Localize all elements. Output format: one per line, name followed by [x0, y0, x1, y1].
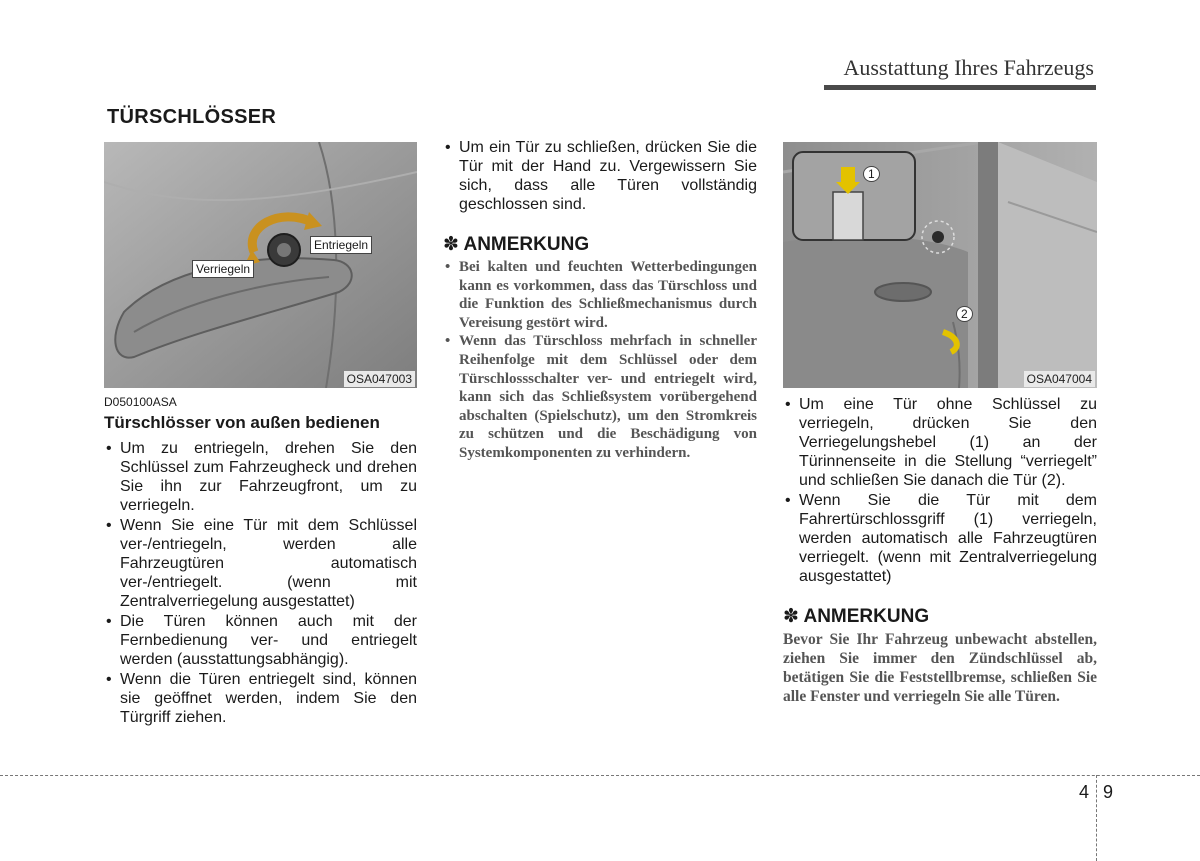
note-text: Bevor Sie Ihr Fahrzeug unbewacht abstellen, ziehen Sie immer den Zündschlüssel ab, betätigen Sie die Feststellbremse, schließen Sie alle Fenster und verriegeln Sie alle Türen. — [783, 631, 1097, 705]
bullet-list — [783, 395, 1097, 586]
marker-2: 2 — [956, 306, 973, 322]
page-number: 9 — [1103, 782, 1114, 802]
list-item: • Wenn die Türen entriegelt sind, können sie geöffnet werden, indem Sie den Türgriff ziehen. — [104, 670, 417, 727]
list-item: • Um zu entriegeln, drehen Sie den Schlüssel zum Fahrzeugheck und drehen Sie ihn zur Fahrzeugfront, um zu verriegeln. — [104, 439, 417, 515]
running-header: Ausstattung Ihres Fahrzeugs — [843, 55, 1094, 80]
list-item: • Wenn Sie die Tür mit dem Fahrertürschlossgriff (1) verriegeln, werden automatisch alle Fahrzeugtüren verriegelt. (wenn mit Zentralverriegelung ausgestattet) — [783, 491, 1097, 586]
bullet-list — [443, 138, 757, 214]
note-title: ✽ ANMERKUNG — [783, 606, 930, 627]
column-2-text — [443, 138, 757, 463]
list-item: • Wenn Sie eine Tür mit dem Schlüssel ver-/entriegeln, werden alle Fahrzeugtüren automatisch ver-/entriegelt. (wenn mit Zentralverriegelung ausgestattet) — [104, 516, 417, 611]
column-3-text — [783, 395, 1097, 706]
interior-lock-illustration — [783, 142, 1097, 388]
door-handle-figure — [104, 142, 417, 388]
figure-code: OSA047004 — [1024, 371, 1095, 387]
interior-lock-figure — [783, 142, 1097, 388]
door-handle-illustration — [104, 142, 417, 388]
note-item: • Wenn das Türschloss mehrfach in schneller Reihenfolge mit dem Schlüssel oder dem Türschlossschalter ver- und entriegelt wird, kann sich das Schließsystem vorübergehend abschalten (Spielschutz), um den Stromkreis zu schützen und die Beschädigung von Systemkomponenten zu verhindern. — [443, 332, 757, 462]
chapter-number: 4 — [1079, 782, 1090, 802]
unlock-callout: Entriegeln — [310, 236, 372, 254]
marker-1: 1 — [863, 166, 880, 182]
reference-code: D050100ASA — [104, 395, 177, 409]
figure-code: OSA047003 — [344, 371, 415, 387]
sub-heading: Türschlösser von außen bedienen — [104, 413, 380, 432]
note-title: ✽ ANMERKUNG — [443, 234, 590, 255]
list-item: • Die Türen können auch mit der Fernbedienung ver- und entriegelt werden (ausstattungsabhängig). — [104, 612, 417, 669]
list-item: • Um ein Tür zu schließen, drücken Sie die Tür mit der Hand zu. Vergewissern Sie sich, dass alle Türen vollständig geschlossen sind. — [443, 138, 757, 214]
lock-callout: Verriegeln — [192, 260, 254, 278]
column-1-text — [104, 439, 417, 728]
bullet-list — [104, 439, 417, 727]
footer-divider — [0, 775, 1200, 776]
footer-vertical-divider — [1096, 775, 1097, 861]
section-title: TÜRSCHLÖSSER — [107, 106, 277, 128]
header-rule — [824, 85, 1096, 90]
note-item: • Bei kalten und feuchten Wetterbedingungen kann es vorkommen, dass das Türschloss und die Funktion des Schließmechanismus durch Vereisung gestört wird. — [443, 258, 757, 332]
note-list — [443, 258, 757, 463]
list-item: • Um eine Tür ohne Schlüssel zu verriegeln, drücken Sie den Verriegelungshebel (1) an der Türinnenseite in die Stellung “verriegelt” und schließen Sie danach die Tür (2). — [783, 395, 1097, 490]
